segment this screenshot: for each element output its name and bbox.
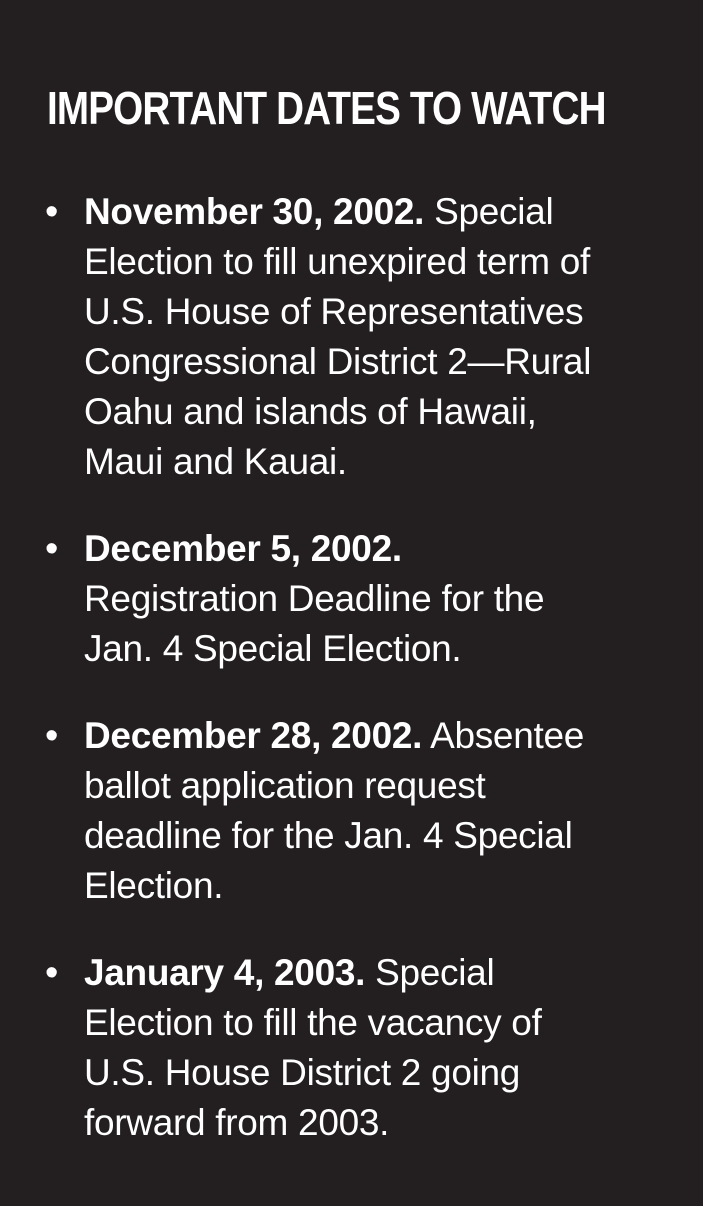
- bullet-icon: •: [45, 528, 59, 570]
- item-text: [84, 524, 674, 674]
- item-description-line: U.S. House of Representatives: [84, 291, 584, 332]
- item-date: January 4, 2003.: [84, 952, 366, 993]
- item-description-line: deadline for the Jan. 4 Special: [84, 815, 573, 856]
- item-text: [84, 187, 674, 487]
- item-date: December 5, 2002.: [84, 528, 402, 569]
- item-description-line: Special: [434, 191, 554, 232]
- panel-title: IMPORTANT DATES TO WATCH: [47, 82, 606, 134]
- item-text: [84, 711, 674, 911]
- item-description-line: Special: [375, 952, 495, 993]
- item-description-line: Jan. 4 Special Election.: [84, 628, 462, 669]
- item-description-line: Congressional District 2—Rural: [84, 341, 592, 382]
- item-date: November 30, 2002.: [84, 191, 425, 232]
- bullet-icon: •: [45, 191, 59, 233]
- item-description-line: Maui and Kauai.: [84, 441, 347, 482]
- item-text: [84, 948, 674, 1148]
- item-description-line: Absentee: [430, 715, 585, 756]
- item-description-line: Election.: [84, 865, 224, 906]
- bullet-icon: •: [45, 952, 59, 994]
- item-date: December 28, 2002.: [84, 715, 423, 756]
- item-description-line: U.S. House District 2 going: [84, 1052, 521, 1093]
- item-description-line: ballot application request: [84, 765, 486, 806]
- bullet-icon: •: [45, 715, 59, 757]
- item-description-line: Oahu and islands of Hawaii,: [84, 391, 537, 432]
- item-description-line: Election to fill unexpired term of: [84, 241, 590, 282]
- item-description-line: Election to fill the vacancy of: [84, 1002, 542, 1043]
- item-description-line: Registration Deadline for the: [84, 578, 545, 619]
- item-description-line: forward from 2003.: [84, 1102, 390, 1143]
